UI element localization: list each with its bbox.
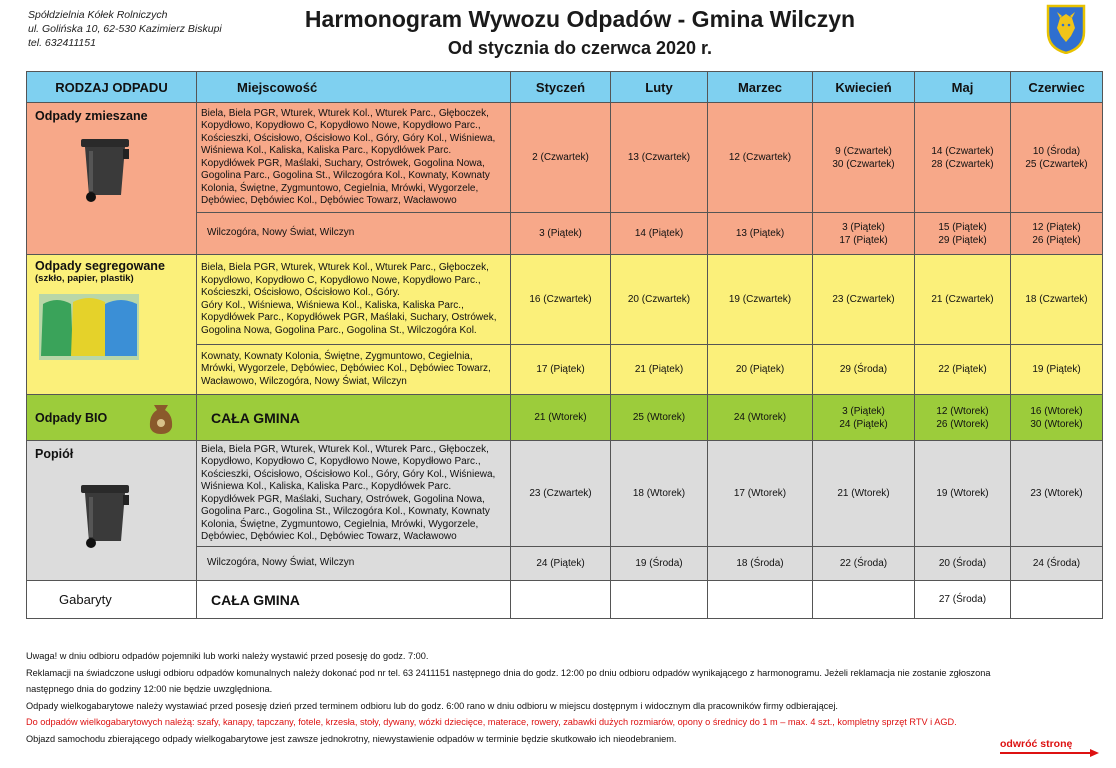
waste-type-label: Popiół <box>35 447 74 461</box>
waste-type-bio <box>27 395 197 441</box>
waste-type-label: Odpady segregowane <box>35 259 165 273</box>
date-cell: 19 (Wtorek) <box>915 441 1011 547</box>
date-cell: 19 (Środa) <box>611 547 708 581</box>
date-cell: 19 (Piątek) <box>1011 345 1103 395</box>
date-cell: 3 (Piątek) <box>511 213 611 255</box>
turn-page-link[interactable]: odwróć stronę <box>1000 738 1073 750</box>
place-list: Kownaty, Kownaty Kolonia, Świętne, Zygmuntowo, Cegielnia, Mrówki, Wygorzele, Dębówiec, Dębówiec Kol., Dębówiec Towarz, Wacławowo, Wilczogóra, Nowy Świat, Wilczyn <box>197 345 511 395</box>
date-cell: 21 (Czwartek) <box>915 255 1011 345</box>
note-line: Odpady wielkogabarytowe należy wystawiać przed posesję dzień przed terminem odbioru lub do godz. 6:00 rano w dniu odbioru w miejscu dostępnym i widocznym dla pracowników firmy odbierającej. <box>26 700 838 711</box>
company-phone: tel. 632411151 <box>28 37 96 49</box>
date-cell: 18 (Czwartek) <box>1011 255 1103 345</box>
header-month: Maj <box>915 72 1011 103</box>
date-cell: 16 (Czwartek) <box>511 255 611 345</box>
date-cell: 20 (Czwartek) <box>611 255 708 345</box>
date-cell: 24 (Wtorek) <box>708 395 813 441</box>
coat-of-arms-icon <box>1046 4 1086 54</box>
date-cell: 13 (Piątek) <box>708 213 813 255</box>
note-line: Reklamacji na świadczone usługi odbioru odpadów komunalnych należy dokonać pod nr tel. 63 2411151 następnego dnia do godz. 12:00 po dniu odbioru odpadów wynikającego z harmonogramu. Jeżeli reklamacja nie zostanie zgłoszona <box>26 667 991 678</box>
place-list: Biela, Biela PGR, Wturek, Wturek Kol., Wturek Parc., Głęboczek, Kopydłowo, Kopydłowo C, Kopydłowo Nowe, Kopydłowo Parc., Kościeszki, Ościsłowo, Ościsłowo Kol., Góry. Góry Kol., Wiśniewa, Wiśniewa Kol., Kaliska, Kaliska Parc., Kopydłówek Parc., Kopydłówek PGR, Maślaki, Suchary, Ostrówek, Gogolina Nowa, Gogolina Parc., Gogolina St., Wilczogóra Kol. <box>197 255 511 345</box>
place-list: CAŁA GMINA <box>197 581 511 619</box>
date-cell <box>511 581 611 619</box>
date-cell <box>813 581 915 619</box>
date-cell: 15 (Piątek) 29 (Piątek) <box>915 213 1011 255</box>
date-cell: 12 (Wtorek) 26 (Wtorek) <box>915 395 1011 441</box>
header-month: Luty <box>611 72 708 103</box>
place-list: CAŁA GMINA <box>197 395 511 441</box>
date-cell: 27 (Środa) <box>915 581 1011 619</box>
page-subtitle: Od stycznia do czerwca 2020 r. <box>447 38 713 58</box>
date-cell: 18 (Wtorek) <box>611 441 708 547</box>
date-cell: 23 (Wtorek) <box>1011 441 1103 547</box>
table-row <box>27 103 1103 213</box>
waste-type-label: Odpady BIO <box>35 410 108 425</box>
arrow-right-icon <box>1000 748 1100 758</box>
date-cell: 12 (Czwartek) <box>708 103 813 213</box>
header-month: Styczeń <box>511 72 611 103</box>
date-cell: 12 (Piątek) 26 (Piątek) <box>1011 213 1103 255</box>
waste-type-label: Odpady zmieszane <box>35 109 148 123</box>
date-cell: 20 (Środa) <box>915 547 1011 581</box>
note-line: Objazd samochodu zbierającego odpady wielkogabarytowe jest zawsze jednokrotny, niewystawienie odpadów w terminie będzie skutkowało ich nieodebraniem. <box>26 733 677 744</box>
header-month: Kwiecień <box>813 72 915 103</box>
date-cell: 17 (Wtorek) <box>708 441 813 547</box>
date-cell: 23 (Czwartek) <box>813 255 915 345</box>
company-name: Spółdzielnia Kółek Rolniczych <box>28 9 168 21</box>
waste-type-bulky: Gabaryty <box>27 581 197 619</box>
table-row <box>27 581 1103 619</box>
note-line-highlight: Do odpadów wielkogabarytowych należą: szafy, kanapy, tapczany, fotele, krzesła, stoły, dywany, wózki dziecięce, materace, rowery, zabawki dużych rozmiarów, opony o średnicy do 1 m – max. 4 szt., kompletny sprzęt RTV i AGD. <box>26 717 957 727</box>
date-cell: 20 (Piątek) <box>708 345 813 395</box>
header-waste-type: RODZAJ ODPADU <box>27 72 197 103</box>
page-title: Harmonogram Wywozu Odpadów - Gmina Wilczyn <box>304 6 856 32</box>
date-cell: 10 (Środa) 25 (Czwartek) <box>1011 103 1103 213</box>
table-row <box>27 395 1103 441</box>
note-line: Uwaga! w dniu odbioru odpadów pojemniki lub worki należy wystawić przed posesję do godz. 7:00. <box>26 651 429 661</box>
schedule-table <box>26 71 1103 619</box>
place-list: Wilczogóra, Nowy Świat, Wilczyn <box>197 547 511 581</box>
header-place: Miejscowość <box>197 72 511 103</box>
date-cell: 21 (Piątek) <box>611 345 708 395</box>
date-cell: 21 (Wtorek) <box>813 441 915 547</box>
date-cell: 23 (Czwartek) <box>511 441 611 547</box>
date-cell: 19 (Czwartek) <box>708 255 813 345</box>
waste-type-segregated <box>27 255 197 395</box>
header-month: Czerwiec <box>1011 72 1103 103</box>
date-cell: 24 (Piątek) <box>511 547 611 581</box>
date-cell: 25 (Wtorek) <box>611 395 708 441</box>
note-line: następnego dnia do godziny 12:00 nie będzie uwzględniona. <box>26 684 273 694</box>
date-cell: 24 (Środa) <box>1011 547 1103 581</box>
table-row <box>27 255 1103 345</box>
place-list: Biela, Biela PGR, Wturek, Wturek Kol., Wturek Parc., Głęboczek, Kopydłowo, Kopydłowo C, Kopydłowo Nowe, Kopydłowo Parc., Kościeszki, Ościsłowo, Ościsłowo Kol., Góry, Góry Kol., Wiśniewa, Wiśniewa Kol., Kaliska, Kaliska Parc., Kopydłówek Parc. Kopydłówek PGR, Maślaki, Suchary, Ostrówek, Gogolina Nowa, Gogolina Parc., Gogolina St., Wilczogóra Kol., Kownaty, Kownaty Kolonia, Świętne, Zygmuntowo, Cegielnia, Mrówki, Wygorzele, Dębówiec, Dębówiec Kol., Dębówiec Towarz, Wacławowo <box>197 103 511 213</box>
date-cell: 29 (Środa) <box>813 345 915 395</box>
table-row <box>27 441 1103 547</box>
place-list: Wilczogóra, Nowy Świat, Wilczyn <box>197 213 511 255</box>
waste-type-mixed <box>27 103 197 255</box>
date-cell: 16 (Wtorek) 30 (Wtorek) <box>1011 395 1103 441</box>
date-cell: 13 (Czwartek) <box>611 103 708 213</box>
date-cell: 3 (Piątek) 17 (Piątek) <box>813 213 915 255</box>
recycling-bags-icon <box>39 294 139 360</box>
company-address: ul. Golińska 10, 62-530 Kazimierz Biskupi <box>28 23 222 35</box>
date-cell: 14 (Piątek) <box>611 213 708 255</box>
header-month: Marzec <box>708 72 813 103</box>
waste-type-sublabel: (szkło, papier, plastik) <box>35 273 134 284</box>
date-cell: 2 (Czwartek) <box>511 103 611 213</box>
date-cell: 3 (Piątek) 24 (Piątek) <box>813 395 915 441</box>
company-info <box>28 8 222 50</box>
date-cell: 9 (Czwartek) 30 (Czwartek) <box>813 103 915 213</box>
date-cell: 18 (Środa) <box>708 547 813 581</box>
date-cell: 22 (Środa) <box>813 547 915 581</box>
date-cell: 21 (Wtorek) <box>511 395 611 441</box>
date-cell <box>1011 581 1103 619</box>
bio-bag-icon <box>148 401 174 435</box>
date-cell <box>708 581 813 619</box>
date-cell: 14 (Czwartek) 28 (Czwartek) <box>915 103 1011 213</box>
place-list: Biela, Biela PGR, Wturek, Wturek Kol., Wturek Parc., Głęboczek, Kopydłowo, Kopydłowo C, Kopydłowo Nowe, Kopydłowo Parc., Kościeszki, Ościsłowo, Ościsłowo Kol., Góry, Góry Kol., Wiśniewa, Wiśniewa Kol., Kaliska, Kaliska Parc., Kopydłówek Parc. Kopydłówek PGR, Maślaki, Suchary, Ostrówek, Gogolina Nowa, Gogolina Parc., Gogolina St., Wilczogóra Kol., Kownaty, Kownaty Kolonia, Świętne, Zygmuntowo, Cegielnia, Mrówki, Wygorzele, Dębówiec, Dębówiec Kol., Dębówiec Towarz, Wacławowo <box>197 441 511 547</box>
date-cell: 22 (Piątek) <box>915 345 1011 395</box>
ash-bin-icon <box>75 481 135 551</box>
notes <box>26 648 1102 747</box>
waste-type-ash <box>27 441 197 581</box>
date-cell <box>611 581 708 619</box>
table-header-row <box>27 72 1103 103</box>
waste-bin-icon <box>75 135 135 205</box>
date-cell: 17 (Piątek) <box>511 345 611 395</box>
